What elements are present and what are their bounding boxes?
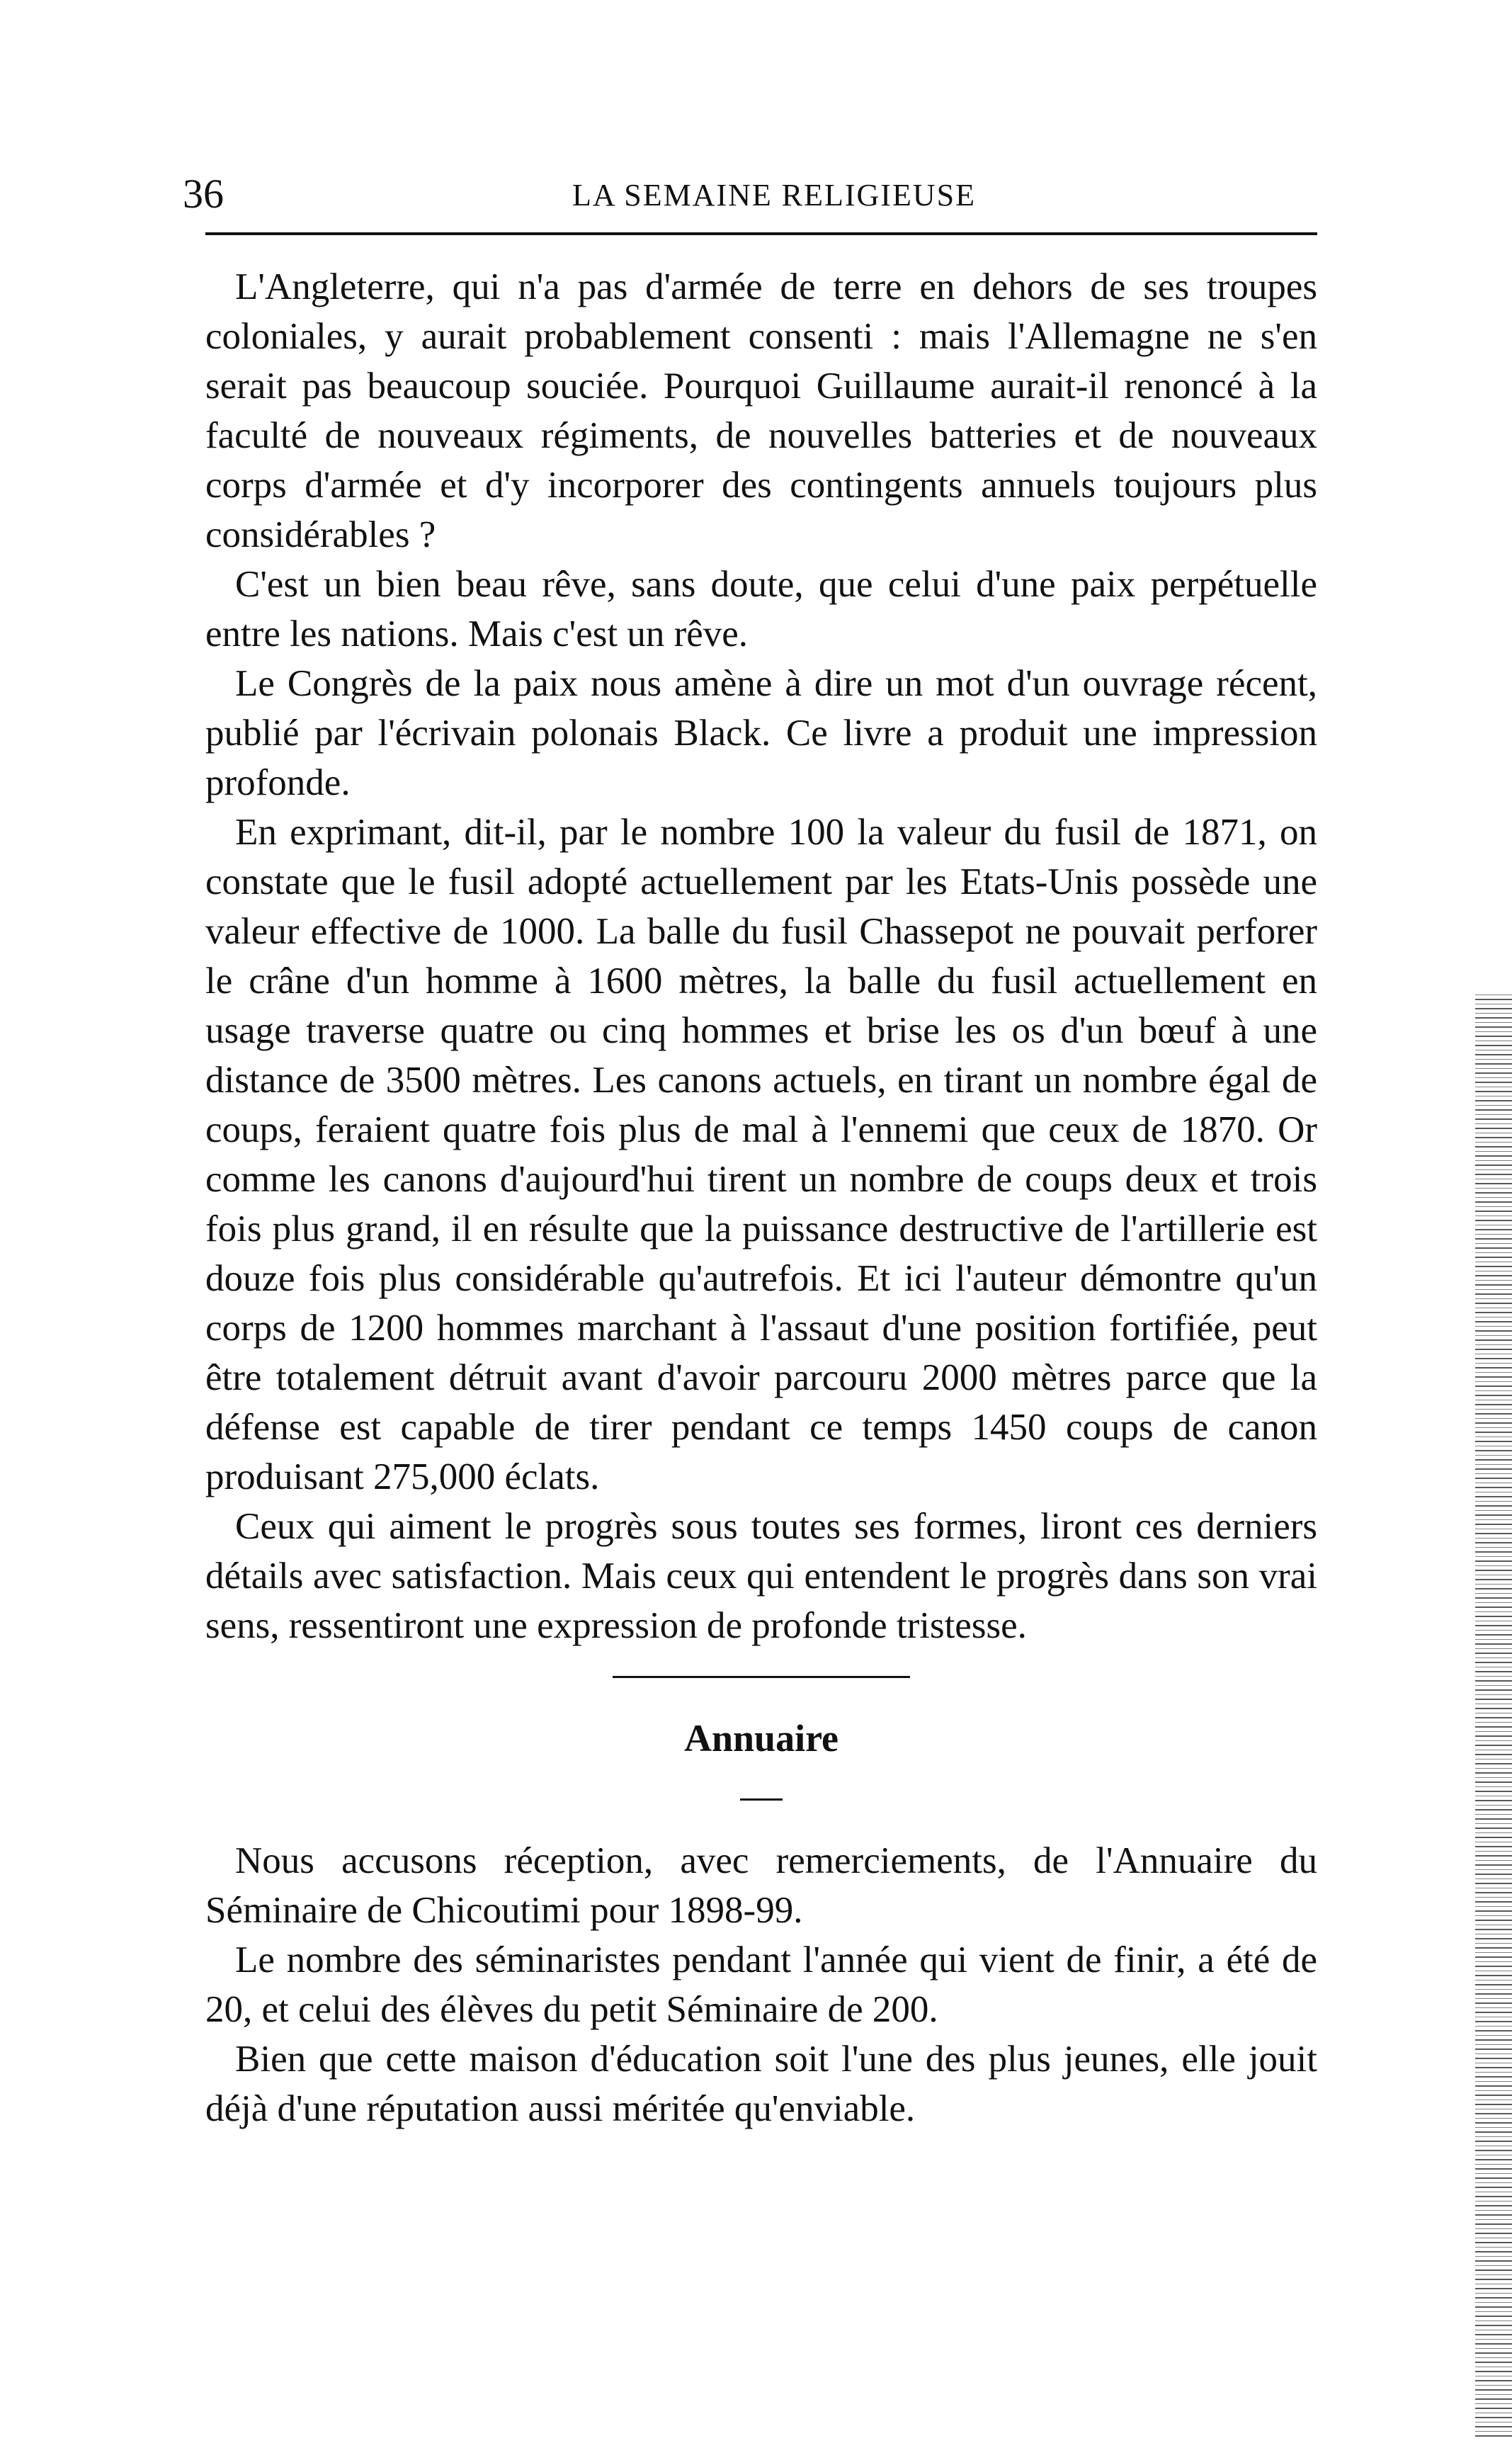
annuaire-paragraph: Bien que cette maison d'éducation soit l'une des plus jeunes, elle jouit déjà d'une réputation aussi méritée qu'enviable. [205, 2039, 1317, 2129]
header-rule [205, 232, 1317, 235]
running-head: LA SEMAINE RELIGIEUSE [572, 178, 976, 212]
article-paragraph: Le Congrès de la paix nous amène à dire un mot d'un ouvrage récent, publié par l'écrivain polonais Black. Ce livre a produit une impression profonde. [205, 663, 1317, 803]
article-paragraph: L'Angleterre, qui n'a pas d'armée de terre en dehors de ses troupes coloniales, y aurait probablement consenti : mais l'Allemagne ne s'en serait pas beaucoup souciée. Pourquoi Guillaume aurait-il renoncé à la faculté de nouveaux régiments, de nouvelles batteries et de nouveaux corps d'armée et d'y incorporer des contingents annuels toujours plus considérables ? [205, 266, 1317, 555]
page-body [205, 262, 1317, 2134]
section-divider [613, 1676, 910, 1678]
article-paragraph: En exprimant, dit-il, par le nombre 100 la valeur du fusil de 1871, on constate que le fusil adopté actuellement par les Etats-Unis possède une valeur effective de 1000. La balle du fusil Chassepot ne pouvait perforer le crâne d'un homme à 1600 mètres, la balle du fusil actuellement en usage traverse quatre ou cinq hommes et brise les os d'un bœuf à une distance de 3500 mètres. Les canons actuels, en tirant un nombre égal de coups, feraient quatre fois plus de mal à l'ennemi que ceux de 1870. Or comme les canons d'aujourd'hui tirent un nombre de coups deux et trois fois plus grand, il en résulte que la puissance destructive de l'artillerie est douze fois plus considérable qu'autrefois. Et ici l'auteur démontre qu'un corps de 1200 hommes marchant à l'assaut d'une position fortifiée, peut être totalement détruit avant d'avoir parcouru 2000 mètres parce que la défense est capable de tirer pendant ce temps 1450 coups de canon produisant 275,000 éclats. [205, 812, 1317, 1497]
section-heading-annuaire: Annuaire [683, 1717, 839, 1760]
heading-underline [740, 1798, 783, 1801]
article-paragraph: C'est un bien beau rêve, sans doute, que celui d'une paix perpétuelle entre les nations. Mais c'est un rêve. [205, 564, 1317, 654]
annuaire-paragraph: Nous accusons réception, avec remerciements, de l'Annuaire du Séminaire de Chicoutimi pour 1898-99. [205, 1840, 1317, 1931]
scan-edge-noise [1475, 992, 1512, 2437]
annuaire-paragraph: Le nombre des séminaristes pendant l'année qui vient de finir, a été de 20, et celui des élèves du petit Séminaire de 200. [205, 1939, 1317, 2030]
page-number: 36 [183, 171, 224, 217]
article-paragraph: Ceux qui aiment le progrès sous toutes ses formes, liront ces derniers détails avec satisfaction. Mais ceux qui entendent le progrès dans son vrai sens, ressentiront une expression de profonde tristesse. [205, 1506, 1317, 1646]
